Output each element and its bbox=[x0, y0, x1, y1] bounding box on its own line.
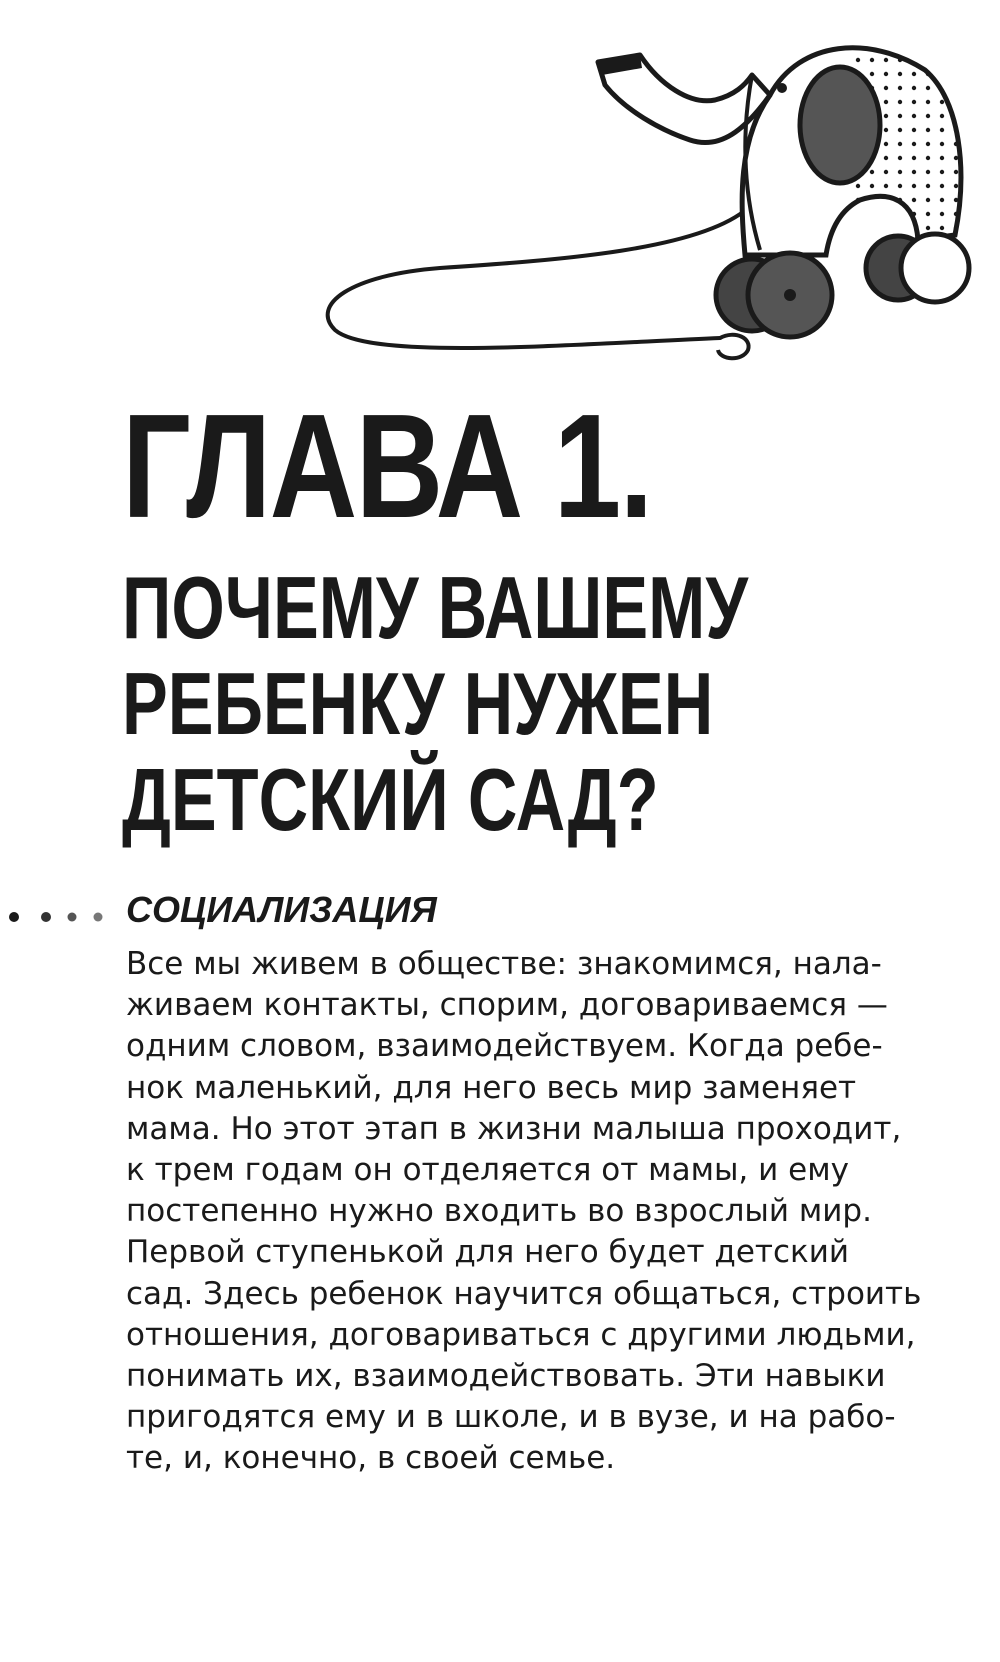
body-line: Первой ступенькой для него будет детский bbox=[126, 1234, 850, 1271]
body-line: живаем контакты, спорим, договариваемся — bbox=[126, 987, 888, 1024]
chapter-title: ГЛАВА 1. bbox=[122, 384, 652, 549]
chapter-subtitle bbox=[122, 560, 748, 848]
section-body bbox=[126, 944, 922, 1480]
body-line: мама. Но этот этап в жизни малыша проходит, bbox=[126, 1110, 902, 1147]
body-line: нок маленький, для него весь мир заменяет bbox=[126, 1069, 857, 1106]
elephant-pull-toy-icon bbox=[320, 20, 1000, 380]
body-line: пригодятся ему и в школе, и в вузе, и на рабо- bbox=[126, 1399, 896, 1436]
body-line: постепенно нужно входить во взрослый мир. bbox=[126, 1193, 872, 1230]
body-line: одним словом, взаимодействуем. Когда ребе- bbox=[126, 1028, 883, 1065]
body-line: те, и, конечно, в своей семье. bbox=[126, 1440, 616, 1477]
body-line: к трем годам он отделяется от мамы, и ему bbox=[126, 1152, 849, 1189]
chapter-subtitle-line: ДЕТСКИЙ САД? bbox=[122, 750, 659, 849]
chapter-subtitle-line: ПОЧЕМУ ВАШЕМУ bbox=[122, 558, 749, 657]
body-line: понимать их, взаимодействовать. Эти навыки bbox=[126, 1358, 886, 1395]
chapter-subtitle-line: РЕБЕНКУ НУЖЕН bbox=[122, 654, 714, 753]
body-line: отношения, договариваться с другими людьми, bbox=[126, 1316, 916, 1353]
section-heading: СОЦИАЛИЗАЦИЯ bbox=[126, 889, 437, 930]
body-line: сад. Здесь ребенок научится общаться, строить bbox=[126, 1275, 922, 1312]
body-line: Все мы живем в обществе: знакомимся, нала- bbox=[126, 946, 882, 982]
dots-marker-icon bbox=[6, 907, 106, 927]
